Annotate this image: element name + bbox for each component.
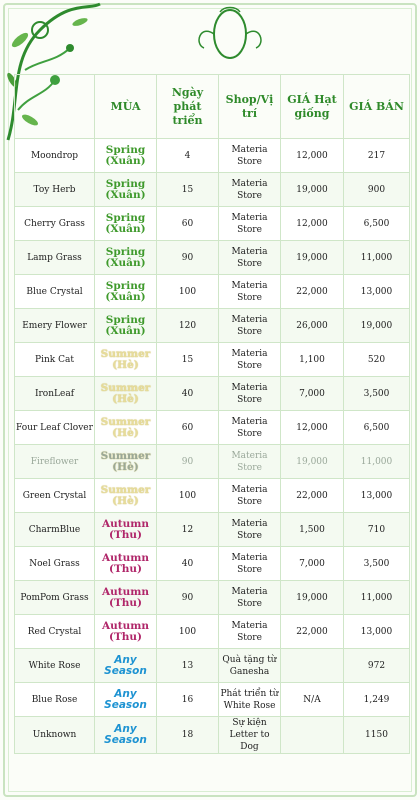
season-name-sub: (Thu) xyxy=(108,562,143,575)
table-row xyxy=(15,309,410,343)
shop-location: Materia Store xyxy=(219,139,281,173)
crop-name: Noel Grass xyxy=(15,547,95,581)
season-name-sub: (Thu) xyxy=(108,596,143,609)
table-row xyxy=(15,343,410,377)
table-row xyxy=(15,139,410,173)
season-cell xyxy=(95,479,157,513)
crop-name: White Rose xyxy=(15,649,95,683)
crop-name: Moondrop xyxy=(15,139,95,173)
seed-price: 12,000 xyxy=(281,139,344,173)
crop-name: Fireflower xyxy=(15,445,95,479)
seed-price: 19,000 xyxy=(281,173,344,207)
shop-location: Materia Store xyxy=(219,445,281,479)
table-row xyxy=(15,241,410,275)
crop-name: Red Crystal xyxy=(15,615,95,649)
season-cell xyxy=(95,411,157,445)
table-row xyxy=(15,377,410,411)
season-name: Spring xyxy=(105,245,146,258)
growth-days: 90 xyxy=(157,241,219,275)
table-row xyxy=(15,411,410,445)
growth-days: 4 xyxy=(157,139,219,173)
crop-name: IronLeaf xyxy=(15,377,95,411)
crop-name: Toy Herb xyxy=(15,173,95,207)
growth-days: 100 xyxy=(157,615,219,649)
season-cell xyxy=(95,445,157,479)
shop-location: Materia Store xyxy=(219,581,281,615)
crop-name: Blue Rose xyxy=(15,683,95,717)
crop-name: Green Crystal xyxy=(15,479,95,513)
sell-price: 6,500 xyxy=(344,207,410,241)
table-row xyxy=(15,615,410,649)
shop-location: Materia Store xyxy=(219,275,281,309)
season-cell xyxy=(95,377,157,411)
growth-days: 16 xyxy=(157,683,219,717)
shop-location: Phát triển từ White Rose xyxy=(219,683,281,717)
season-name: Summer xyxy=(100,415,151,428)
table-row xyxy=(15,683,410,717)
growth-days: 60 xyxy=(157,207,219,241)
table-row xyxy=(15,717,410,754)
growth-days: 13 xyxy=(157,649,219,683)
crop-name: Cherry Grass xyxy=(15,207,95,241)
sell-price: 3,500 xyxy=(344,547,410,581)
sell-price: 1150 xyxy=(344,717,410,754)
season-name-sub: (Xuân) xyxy=(105,324,146,337)
shop-location: Materia Store xyxy=(219,309,281,343)
shop-location: Materia Store xyxy=(219,547,281,581)
table-header xyxy=(15,75,410,139)
sell-price: 900 xyxy=(344,173,410,207)
ornament-icon xyxy=(190,4,270,64)
sell-price: 13,000 xyxy=(344,275,410,309)
seed-price: 1,100 xyxy=(281,343,344,377)
table-row xyxy=(15,649,410,683)
seed-price: N/A xyxy=(281,683,344,717)
sell-price: 217 xyxy=(344,139,410,173)
shop-location: Materia Store xyxy=(219,615,281,649)
table-row xyxy=(15,207,410,241)
seed-price: 12,000 xyxy=(281,207,344,241)
season-cell xyxy=(95,275,157,309)
season-name: Any xyxy=(114,653,137,666)
season-name: Summer xyxy=(100,483,151,496)
season-name-sub: (Hè) xyxy=(112,426,139,439)
season-cell xyxy=(95,343,157,377)
sell-price: 710 xyxy=(344,513,410,547)
table-row xyxy=(15,445,410,479)
crop-name: PomPom Grass xyxy=(15,581,95,615)
season-cell xyxy=(95,547,157,581)
table-row xyxy=(15,581,410,615)
season-name-sub: (Xuân) xyxy=(105,188,146,201)
header-name xyxy=(15,75,95,139)
shop-location: Materia Store xyxy=(219,207,281,241)
header-sell-price: GIÁ BÁN xyxy=(344,75,410,139)
growth-days: 120 xyxy=(157,309,219,343)
seed-price: 19,000 xyxy=(281,241,344,275)
seed-price: 22,000 xyxy=(281,615,344,649)
seed-price: 12,000 xyxy=(281,411,344,445)
growth-days: 60 xyxy=(157,411,219,445)
sell-price: 6,500 xyxy=(344,411,410,445)
shop-location: Materia Store xyxy=(219,343,281,377)
sell-price: 19,000 xyxy=(344,309,410,343)
sell-price: 11,000 xyxy=(344,581,410,615)
header-season: MÙA xyxy=(95,75,157,139)
growth-days: 40 xyxy=(157,377,219,411)
season-cell xyxy=(95,513,157,547)
season-name: Autumn xyxy=(101,585,149,598)
shop-location: Sự kiện Letter to Dog xyxy=(219,717,281,754)
crop-name: Lamp Grass xyxy=(15,241,95,275)
header-shop: Shop/Vị trí xyxy=(219,75,281,139)
seed-price: 26,000 xyxy=(281,309,344,343)
shop-location: Materia Store xyxy=(219,513,281,547)
growth-days: 100 xyxy=(157,479,219,513)
season-name: Spring xyxy=(105,143,146,156)
shop-location: Materia Store xyxy=(219,241,281,275)
growth-days: 40 xyxy=(157,547,219,581)
season-cell xyxy=(95,241,157,275)
season-cell xyxy=(95,683,157,717)
season-cell xyxy=(95,309,157,343)
growth-days: 90 xyxy=(157,445,219,479)
season-cell xyxy=(95,139,157,173)
seed-price: 19,000 xyxy=(281,581,344,615)
sell-price: 11,000 xyxy=(344,445,410,479)
sell-price: 972 xyxy=(344,649,410,683)
season-name-sub: (Hè) xyxy=(112,460,139,473)
growth-days: 18 xyxy=(157,717,219,754)
crop-table xyxy=(14,74,410,754)
season-name-sub: (Xuân) xyxy=(105,256,146,269)
table-row xyxy=(15,275,410,309)
season-cell xyxy=(95,615,157,649)
crop-name: CharmBlue xyxy=(15,513,95,547)
seed-price: 22,000 xyxy=(281,479,344,513)
sell-price: 520 xyxy=(344,343,410,377)
table-row xyxy=(15,513,410,547)
season-name-sub: (Hè) xyxy=(112,494,139,507)
header-seed-price: GIÁ Hạt giống xyxy=(281,75,344,139)
season-name-sub: (Hè) xyxy=(112,358,139,371)
seed-price: 22,000 xyxy=(281,275,344,309)
season-name-sub: (Xuân) xyxy=(105,154,146,167)
season-name: Autumn xyxy=(101,619,149,632)
season-name: Autumn xyxy=(101,517,149,530)
sell-price: 13,000 xyxy=(344,479,410,513)
crop-name: Unknown xyxy=(15,717,95,754)
season-name: Spring xyxy=(105,211,146,224)
season-name-sub: Season xyxy=(104,698,147,711)
crop-name: Blue Crystal xyxy=(15,275,95,309)
shop-location: Materia Store xyxy=(219,377,281,411)
season-cell xyxy=(95,173,157,207)
table-row xyxy=(15,173,410,207)
season-name: Summer xyxy=(100,449,151,462)
crop-name: Emery Flower xyxy=(15,309,95,343)
sell-price: 1,249 xyxy=(344,683,410,717)
season-name-sub: Season xyxy=(104,664,147,677)
seed-price: 7,000 xyxy=(281,377,344,411)
crop-name: Pink Cat xyxy=(15,343,95,377)
seed-price: 1,500 xyxy=(281,513,344,547)
season-name-sub: (Thu) xyxy=(108,528,143,541)
growth-days: 100 xyxy=(157,275,219,309)
shop-location: Materia Store xyxy=(219,411,281,445)
season-name-sub: (Thu) xyxy=(108,630,143,643)
sell-price: 3,500 xyxy=(344,377,410,411)
season-name-sub: (Xuân) xyxy=(105,222,146,235)
shop-location: Quà tặng từ Ganesha xyxy=(219,649,281,683)
season-name-sub: (Xuân) xyxy=(105,290,146,303)
season-name-sub: (Hè) xyxy=(112,392,139,405)
seed-price xyxy=(281,717,344,754)
season-name: Autumn xyxy=(101,551,149,564)
table-row xyxy=(15,547,410,581)
season-cell xyxy=(95,581,157,615)
sell-price: 13,000 xyxy=(344,615,410,649)
sell-price: 11,000 xyxy=(344,241,410,275)
header-days: Ngày phát triển xyxy=(157,75,219,139)
crop-name: Four Leaf Clover xyxy=(15,411,95,445)
seed-price xyxy=(281,649,344,683)
table-row xyxy=(15,479,410,513)
season-name-sub: Season xyxy=(104,734,147,746)
shop-location: Materia Store xyxy=(219,479,281,513)
shop-location: Materia Store xyxy=(219,173,281,207)
season-name: Spring xyxy=(105,177,146,190)
season-name: Summer xyxy=(100,347,151,360)
seed-price: 7,000 xyxy=(281,547,344,581)
growth-days: 12 xyxy=(157,513,219,547)
growth-days: 15 xyxy=(157,343,219,377)
season-name: Spring xyxy=(105,313,146,326)
seed-price: 19,000 xyxy=(281,445,344,479)
growth-days: 90 xyxy=(157,581,219,615)
season-cell xyxy=(95,207,157,241)
growth-days: 15 xyxy=(157,173,219,207)
season-cell xyxy=(95,649,157,683)
season-name: Any xyxy=(114,723,137,735)
season-cell xyxy=(95,717,157,754)
season-name: Any xyxy=(114,687,137,700)
season-name: Spring xyxy=(105,279,146,292)
season-name: Summer xyxy=(100,381,151,394)
